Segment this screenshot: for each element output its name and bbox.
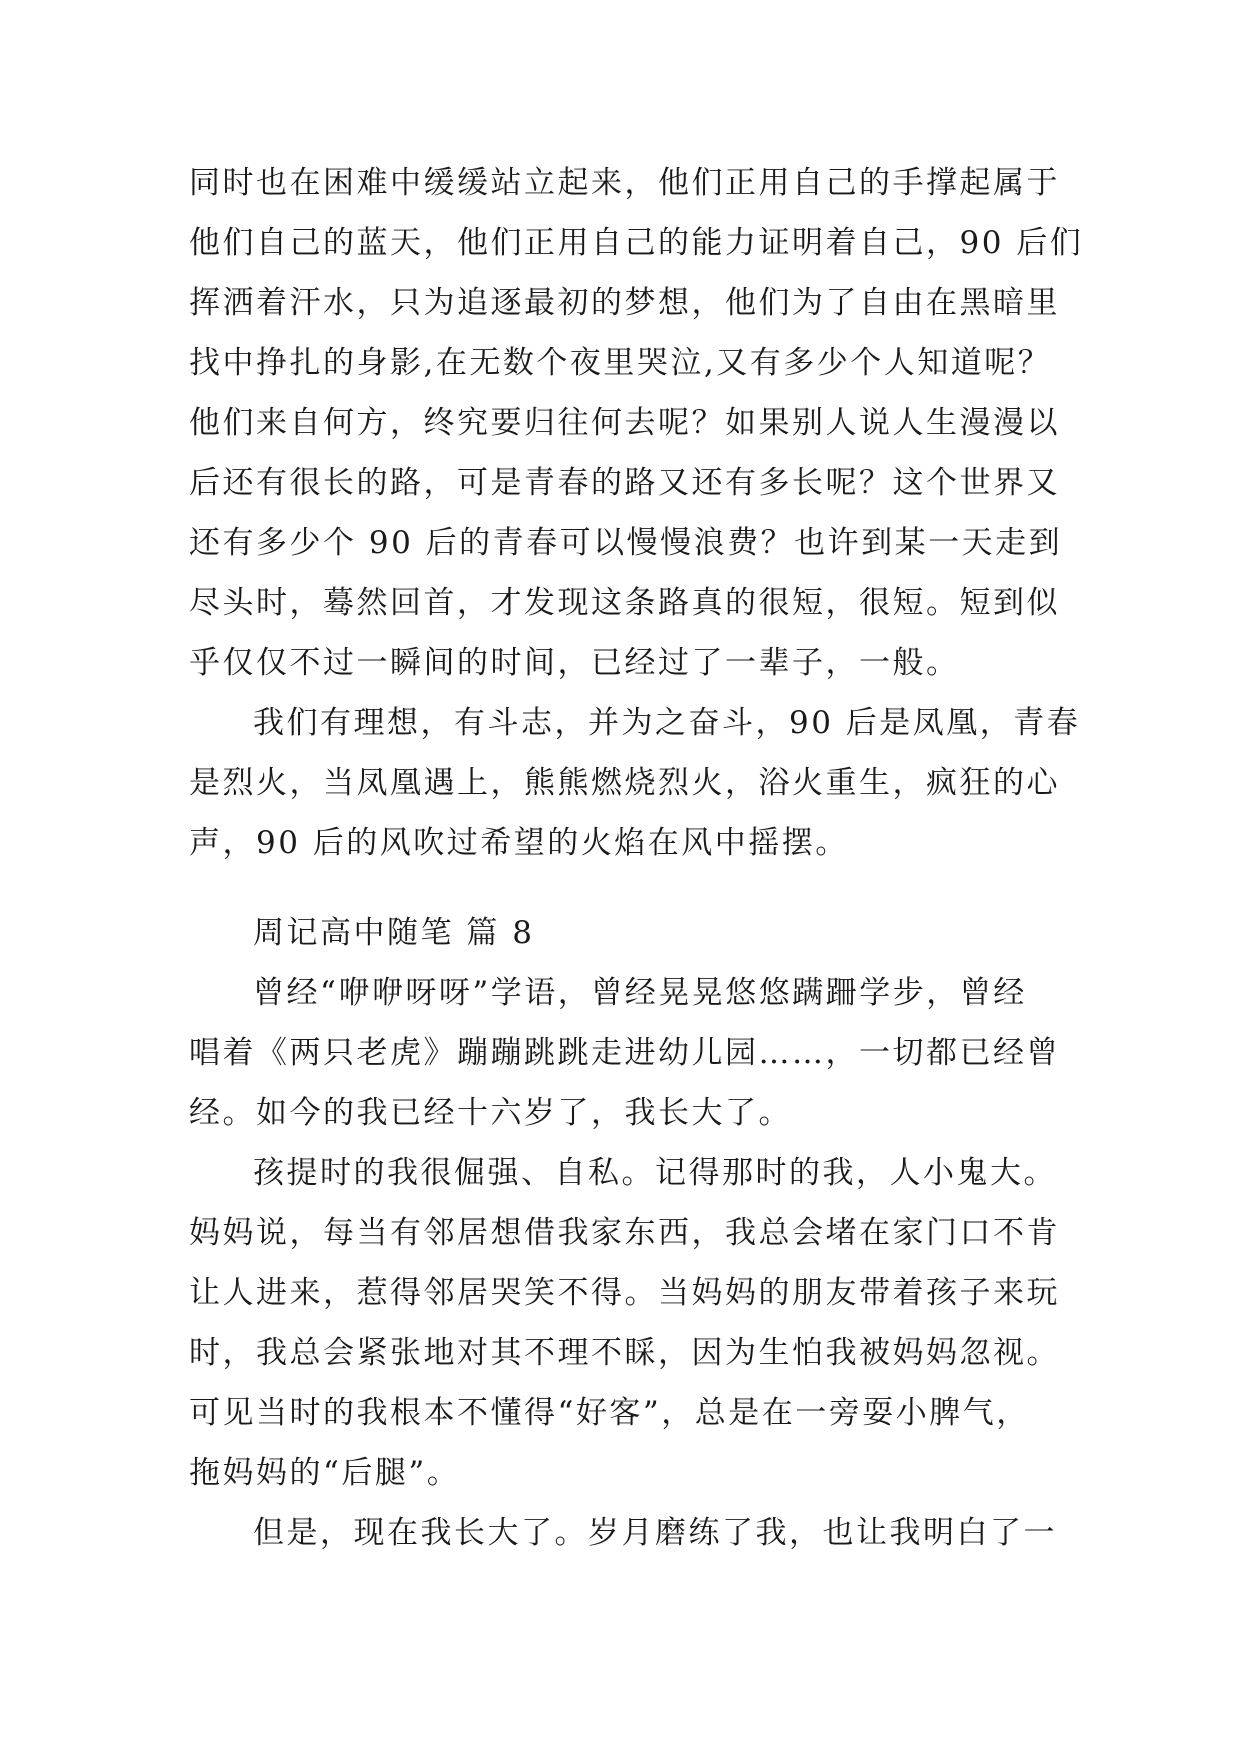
paragraph-first-line: 孩提时的我很倔强、自私。记得那时的我，人小鬼大。: [253, 1155, 1057, 1191]
text-line: 尽头时，蓦然回首，才发现这条路真的很短，很短。短到似: [189, 585, 1060, 621]
text-line: 经。如今的我已经十六岁了，我长大了。: [189, 1095, 792, 1131]
paragraph-first-line: 但是，现在我长大了。岁月磨练了我，也让我明白了一: [253, 1515, 1057, 1551]
text-line: 乎仅仅不过一瞬间的时间，已经过了一辈子，一般。: [189, 645, 960, 681]
text-line: 后还有很长的路，可是青春的路又还有多长呢？这个世界又: [189, 465, 1060, 501]
text-line: 他们来自何方，终究要归往何去呢？如果别人说人生漫漫以: [189, 405, 1060, 441]
text-block-essay-8: [189, 903, 1059, 1563]
text-block-continued: [189, 153, 1084, 873]
paragraph-first-line: 曾经“咿咿呀呀”学语，曾经晃晃悠悠蹒跚学步，曾经: [253, 975, 1027, 1011]
text-line: 是烈火，当凤凰遇上，熊熊燃烧烈火，浴火重生，疯狂的心: [189, 765, 1060, 801]
text-line: 挥洒着汗水，只为追逐最初的梦想，他们为了自由在黑暗里: [189, 285, 1060, 321]
text-line: 拖妈妈的“后腿”。: [189, 1455, 461, 1491]
text-line: 同时也在困难中缓缓站立起来，他们正用自己的手撑起属于: [189, 165, 1060, 201]
text-line: 还有多少个 90 后的青春可以慢慢浪费？也许到某一天走到: [189, 525, 1063, 561]
text-line: 时，我总会紧张地对其不理不睬，因为生怕我被妈妈忽视。: [189, 1335, 1060, 1371]
text-line: 声，90 后的风吹过希望的火焰在风中摇摆。: [189, 825, 849, 861]
text-line: 让人进来，惹得邻居哭笑不得。当妈妈的朋友带着孩子来玩: [189, 1275, 1060, 1311]
paragraph-first-line: 我们有理想，有斗志，并为之奋斗，90 后是凤凰，青春: [253, 705, 1081, 741]
text-line: 可见当时的我根本不懂得“好客”，总是在一旁耍小脾气，: [189, 1395, 1030, 1431]
text-line: 他们自己的蓝天，他们正用自己的能力证明着自己，90 后们: [189, 225, 1084, 261]
text-line: 妈妈说，每当有邻居想借我家东西，我总会堵在家门口不肯: [189, 1215, 1060, 1251]
text-line: 唱着《两只老虎》蹦蹦跳跳走进幼儿园……，一切都已经曾: [189, 1035, 1060, 1071]
text-line: 找中挣扎的身影,在无数个夜里哭泣,又有多少个人知道呢？: [189, 345, 1052, 381]
section-heading: 周记高中随笔 篇 8: [253, 915, 535, 951]
